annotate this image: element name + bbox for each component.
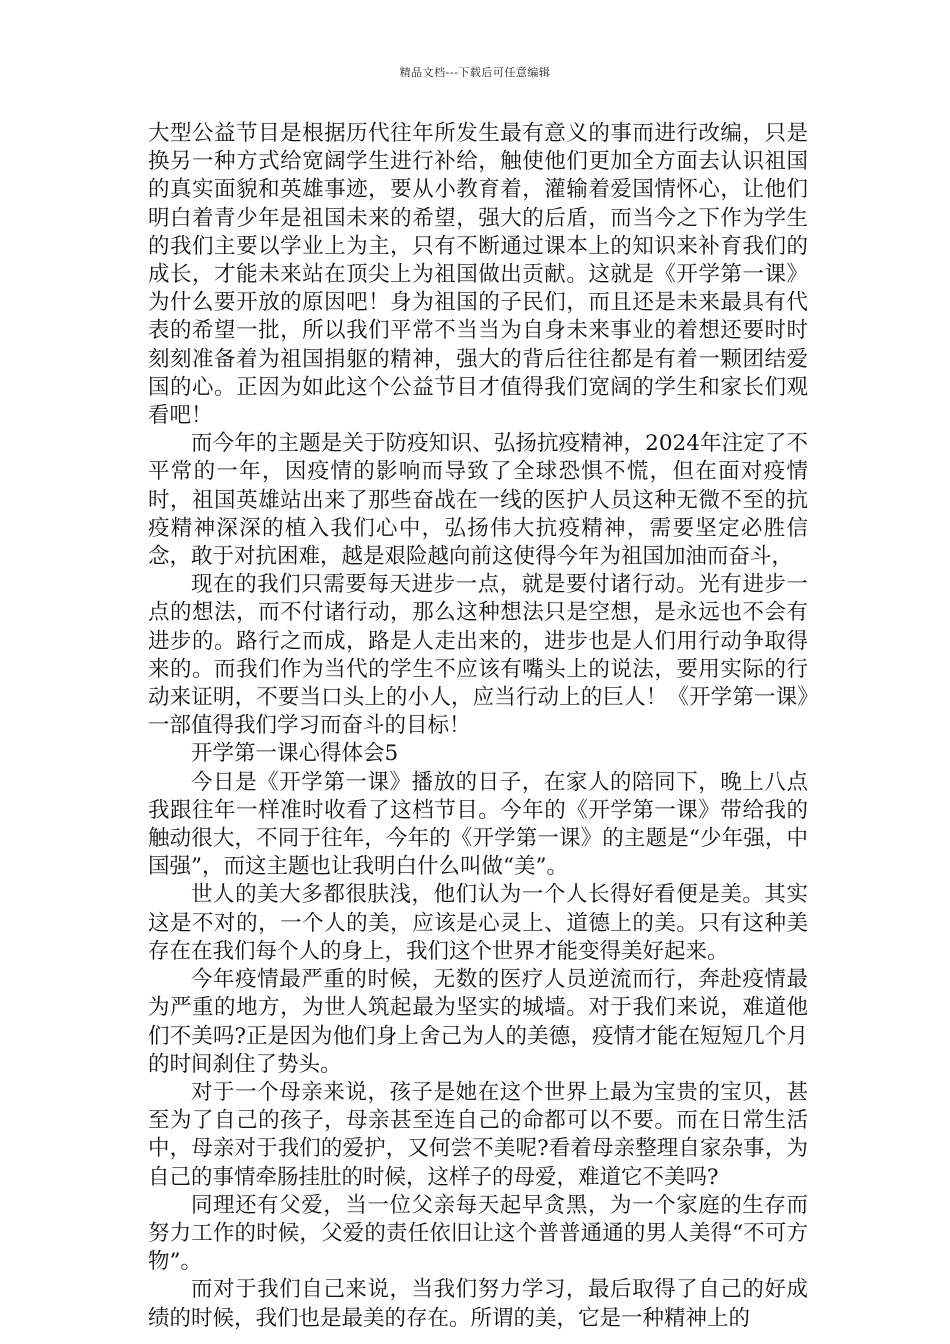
paragraph: 大型公益节目是根据历代往年所发生最有意义的事而进行改编，只是换另一种方式给宽阔学生进行补给，触使他们更加全方面去认识祖国的真实面貌和英雄事迹，要从小教育着，灌输着爱国情怀心，让他们明白着青少年是祖国未来的希望，强大的后盾，而当今之下作为学生的我们主要以学业上为主，只有不断通过课本上的知识来补育我们的成长，才能未来站在顶尖上为祖国做出贡献。这就是《开学第一课》为什么要开放的原因吧！身为祖国的子民们，而且还是未来最具有代表的希望一批，所以我们平常不当当为自身未来事业的着想还要时时刻刻准备着为祖国捐躯的精神，强大的背后往往都是有着一颗团结爱国的心。正因为如此这个公益节目才值得我们宽阔的学生和家长们观看吧！	[148, 121, 808, 429]
paragraph: 现在的我们只需要每天进步一点，就是要付诸行动。光有进步一点的想法，而不付诸行动，那么这种想法只是空想，是永远也不会有进步的。路行之而成，路是人走出来的，进步也是人们用行动争取得来的。而我们作为当代的学生不应该有嘴头上的说法，要用实际的行动来证明，不要当口头上的小人，应当行动上的巨人！《开学第一课》一部值得我们学习而奋斗的目标！	[148, 572, 808, 739]
paragraph: 同理还有父爱，当一位父亲每天起早贪黑，为一个家庭的生存而努力工作的时候，父爱的责任依旧让这个普普通通的男人美得“不可方物”。	[148, 1192, 808, 1275]
paragraph: 今日是《开学第一课》播放的日子，在家人的陪同下，晚上八点我跟往年一样准时收看了这档节目。今年的《开学第一课》带给我的触动很大，不同于往年，今年的《开学第一课》的主题是“少年强，中国强”，而这主题也让我明白什么叫做“美”。	[148, 769, 808, 880]
page-header: 精品文档---下载后可任意编辑	[399, 66, 551, 79]
paragraph: 对于一个母亲来说，孩子是她在这个世界上最为宝贵的宝贝，甚至为了自己的孩子，母亲甚至连自己的命都可以不要。而在日常生活中，母亲对于我们的爱护，又何尝不美呢?看着母亲整理自家杂事，为自己的事情牵肠挂肚的时候，这样子的母爱，难道它不美吗?	[148, 1079, 808, 1190]
paragraph: 而今年的主题是关于防疫知识、弘扬抗疫精神，2024年注定了不平常的一年，因疫情的影响而导致了全球恐惧不慌，但在面对疫情时，祖国英雄站出来了那些奋战在一线的医护人员这种无微不至的抗疫精神深深的植入我们心中，弘扬伟大抗疫精神，需要坚定必胜信念，敢于对抗困难，越是艰险越向前这使得今年为祖国加油而奋斗，	[148, 431, 808, 570]
section-title: 开学第一课心得体会5	[191, 741, 399, 767]
document-body	[148, 120, 808, 1333]
paragraph: 世人的美大多都很肤浅，他们认为一个人长得好看便是美。其实这是不对的，一个人的美，应该是心灵上、道德上的美。只有这种美存在在我们每个人的身上，我们这个世界才能变得美好起来。	[148, 882, 808, 964]
paragraph: 而对于我们自己来说，当我们努力学习，最后取得了自己的好成绩的时候，我们也是最美的存在。所谓的美，它是一种精神上的	[148, 1277, 808, 1331]
paragraph: 今年疫情最严重的时候，无数的医疗人员逆流而行，奔赴疫情最为严重的地方，为世人筑起最为坚实的城墙。对于我们来说，难道他们不美吗?正是因为他们身上舍己为人的美德，疫情才能在短短几个月的时间刹住了势头。	[148, 967, 808, 1077]
